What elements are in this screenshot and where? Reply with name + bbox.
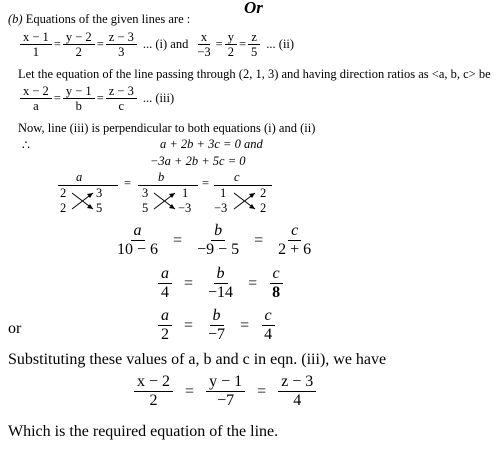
fraction: $\frac{b}{-7}$ <box>208 307 226 344</box>
cross-multiplication <box>58 170 283 218</box>
condition-1: a + 2b + 3c = 0 and <box>160 137 263 151</box>
cross-c-top-left: 1 <box>220 186 227 200</box>
cross-b-top-left: 3 <box>142 186 149 200</box>
fraction: $\frac{z - 3}{4}$ <box>278 373 316 411</box>
fraction: $\frac{y}{2}$ <box>225 30 237 60</box>
eq-tag-iii: ... (iii) <box>142 91 175 106</box>
fraction: $\frac{c}{2 + 6}$ <box>278 222 312 259</box>
fraction: $\frac{a}{10 - 6}$ <box>117 222 159 259</box>
fraction: $\frac{z - 3}{c}$ <box>106 84 137 114</box>
fraction: $\frac{z - 3}{3}$ <box>106 30 137 60</box>
given-lines-text: Equations of the given lines are : <box>25 12 191 26</box>
cross-c-bottom-left: −3 <box>214 201 228 215</box>
cross-arrows-icon <box>70 190 96 212</box>
fraction: $\frac{a}{4}$ <box>158 265 172 303</box>
fraction: $\frac{z}{5}$ <box>248 30 260 60</box>
eq-tag-ii: ... (ii) <box>266 37 295 52</box>
cross-a-top-left: 2 <box>60 186 67 200</box>
ratio-step-1: $\frac{a}{10 - 6}$ = $\frac{b}{-9 - 5}$ = $\frac{c}{2 + 6}$ <box>112 222 316 260</box>
cross-a-bottom-left: 2 <box>60 201 67 215</box>
fraction: $\frac{y - 1}{-7}$ <box>206 373 245 411</box>
cross-a-top-right: 3 <box>96 186 103 200</box>
substitution-line: Substituting these values of a, b and c in eqn. (iii), we have <box>8 351 387 368</box>
fraction: $\frac{b}{-9 - 5}$ <box>197 222 240 259</box>
let-line: Let the equation of the line passing through (2, 1, 3) and having direction ratios as <a, b, c> be <box>18 67 491 81</box>
cross-b-bottom-right: −3 <box>178 201 192 215</box>
fraction: $\frac{y - 1}{b}$ <box>63 84 95 114</box>
fraction: $\frac{b}{-14}$ <box>208 265 234 302</box>
intro-line <box>8 12 190 27</box>
fraction: $\frac{x - 2}{2}$ <box>134 373 173 411</box>
cross-arrows-icon <box>232 190 258 212</box>
or-label: or <box>8 320 22 337</box>
line-equation-iii: $\frac{x - 2}{a}$ = $\frac{y - 1}{b}$ = $\frac{z - 3}{c}$ ... (iii) <box>18 84 174 114</box>
cross-c-bottom-right: 2 <box>260 201 267 215</box>
equals-sign: = <box>202 176 210 190</box>
cross-b-top-right: 1 <box>182 186 189 200</box>
fraction: $\frac{x}{-3}$ <box>197 30 211 60</box>
fraction: $\frac{c}{4}$ <box>261 307 275 345</box>
cross-a-label: a <box>76 170 83 184</box>
fraction: $\frac{c}{8}$ <box>269 265 283 303</box>
conclusion-line: Which is the required equation of the line. <box>8 423 279 440</box>
ratio-step-3: $\frac{a}{2}$ = $\frac{b}{-7}$ = $\frac{c}{4}$ <box>156 307 277 345</box>
fraction: $\frac{x - 2}{a}$ <box>20 84 52 114</box>
part-label: (b) <box>8 12 23 26</box>
eq-tag-i: ... (i) and <box>142 37 189 52</box>
cross-c-label: c <box>234 170 240 184</box>
cross-arrows-icon <box>152 190 178 212</box>
fraction: $\frac{a}{2}$ <box>158 307 172 345</box>
final-equation: $\frac{x - 2}{2}$ = $\frac{y - 1}{-7}$ = $\frac{z - 3}{4}$ <box>132 373 318 411</box>
cross-c-top-right: 2 <box>260 186 267 200</box>
therefore-symbol: ∴ <box>22 138 30 152</box>
equals-sign: = <box>124 176 132 190</box>
or-heading: Or <box>244 0 263 17</box>
fraction: $\frac{x - 1}{1}$ <box>20 30 52 60</box>
perpendicular-line: Now, line (iii) is perpendicular to both equations (i) and (ii) <box>18 121 316 135</box>
fraction-bar <box>58 185 118 186</box>
condition-2: −3a + 2b + 5c = 0 <box>150 154 246 168</box>
cross-a-bottom-right: 5 <box>96 201 103 215</box>
cross-b-label: b <box>158 170 165 184</box>
given-equations: $\frac{x - 1}{1}$ = $\frac{y - 2}{2}$ = $\frac{z - 3}{3}$ ... (i) and $\frac{x}{-3}$ = $\frac{y}{2}$ = $\frac{z}{5}$ ... (ii) <box>18 30 294 60</box>
ratio-step-2: $\frac{a}{4}$ = $\frac{b}{-14}$ = $\frac{c}{8}$ <box>156 265 285 303</box>
cross-b-bottom-left: 5 <box>142 201 149 215</box>
fraction: $\frac{y - 2}{2}$ <box>63 30 95 60</box>
